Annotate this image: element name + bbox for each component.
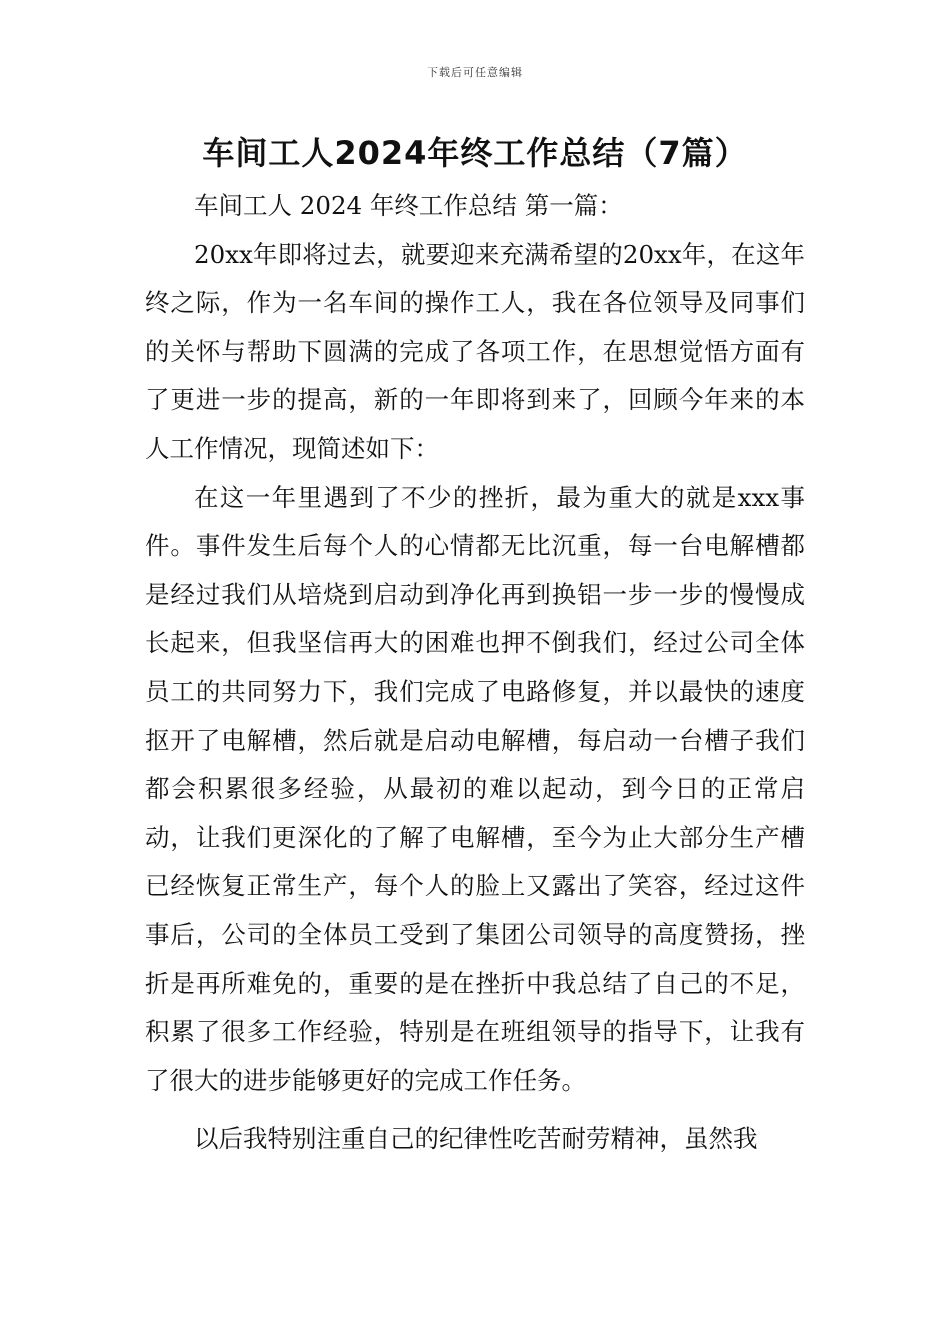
header-note: 下载后可任意编辑 — [427, 66, 523, 79]
paragraph: 以后我特别注重自己的纪律性吃苦耐劳精神，虽然我 — [194, 1124, 758, 1154]
document-body — [145, 182, 805, 1164]
section-heading: 车间工人 2024 年终工作总结 第一篇： — [194, 191, 623, 220]
paragraph: 在这一年里遇到了不少的挫折，最为重大的就是xxx事件。事件发生后每个人的心情都无比沉重，每一台电解槽都是经过我们从培烧到启动到净化再到换铝一步一步的慢慢成长起来，但我坚信再大的困难也押不倒我们，经过公司全体员工的共同努力下，我们完成了电路修复，并以最快的速度抠开了电解槽，然后就是启动电解槽，每启动一台槽子我们都会积累很多经验，从最初的难以起动，到今日的正常启动，让我们更深化的了解了电解槽，至今为止大部分生产槽已经恢复正常生产，每个人的脸上又露出了笑容，经过这件事后，公司的全体员工受到了集团公司领导的高度赞扬，挫折是再所难免的，重要的是在挫折中我总结了自己的不足，积累了很多工作经验，特别是在班组领导的指导下，让我有了很大的进步能够更好的完成工作任务。 — [145, 482, 805, 1095]
paragraph: 20xx年即将过去，就要迎来充满希望的20xx年，在这年终之际，作为一名车间的操作工人，我在各位领导及同事们的关怀与帮助下圆满的完成了各项工作，在思想觉悟方面有了更进一步的提高，新的一年即将到来了，回顾今年来的本人工作情况，现简述如下： — [145, 239, 805, 463]
document-title: 车间工人2024年终工作总结（7篇） — [202, 134, 748, 172]
